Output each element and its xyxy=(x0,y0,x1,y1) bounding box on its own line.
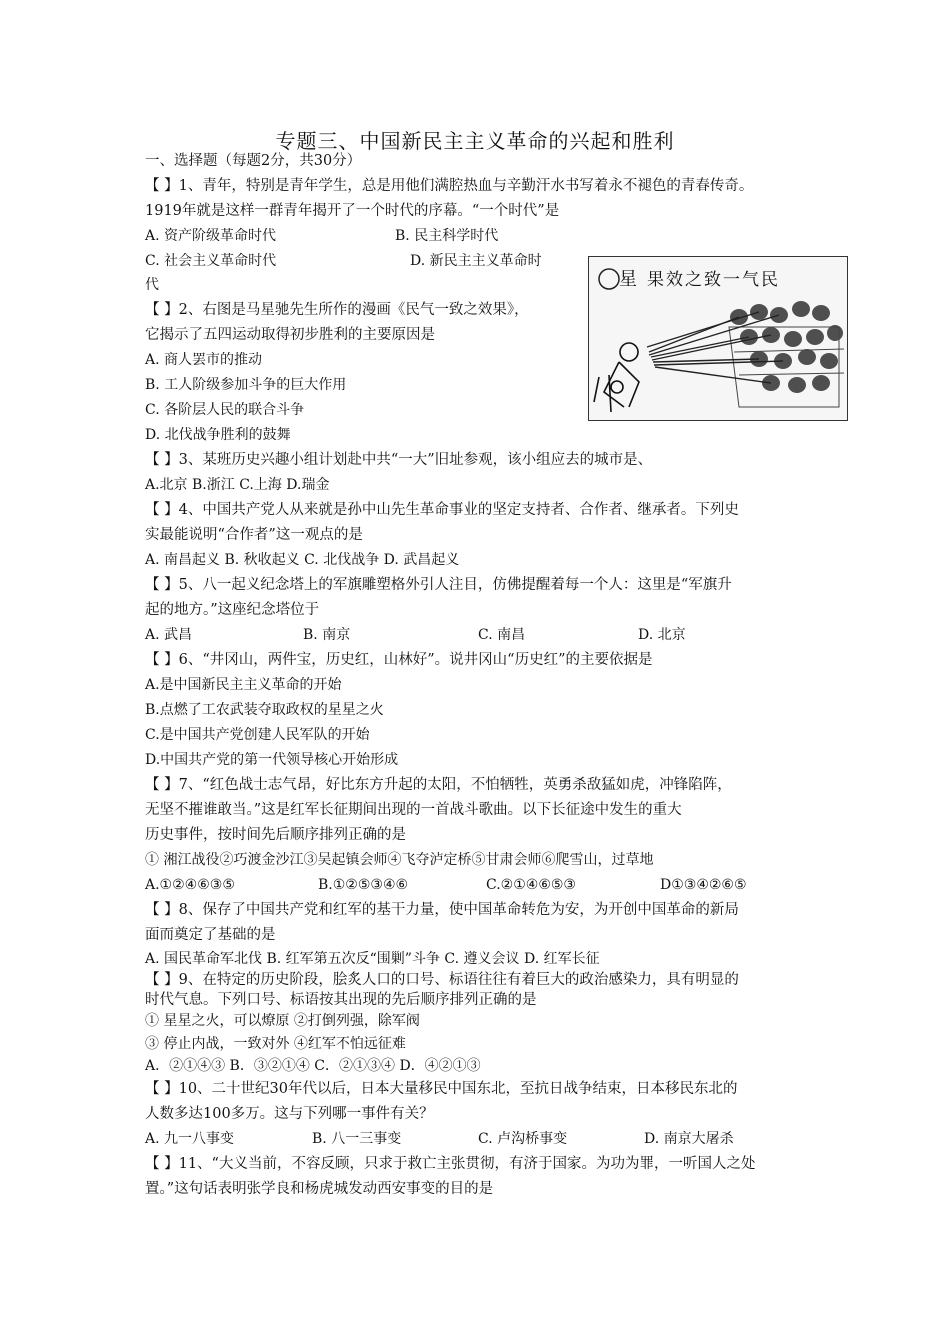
question-5-option-b: B. 南京 xyxy=(303,627,351,643)
question-10-line-1: 【 】10、二十世纪30年代以后，日本大量移民中国东北，至抗日战争结束，日本移民东北的 xyxy=(145,1081,738,1097)
question-5-option-a: A. 武昌 xyxy=(145,627,193,643)
question-4-line-2: 实最能说明“合作者”这一观点的是 xyxy=(145,527,363,543)
question-7-line-1: 【 】7、“红色战士志气昂，好比东方升起的太阳，不怕牺牲，英勇杀敌猛如虎，冲锋陷阵， xyxy=(145,777,732,793)
page-title: 专题三、中国新民主主义革命的兴起和胜利 xyxy=(275,129,675,153)
question-9-slogans-2: ③ 停止内战，一致对外 ④红军不怕远征难 xyxy=(145,1036,406,1052)
question-8-line-1: 【 】8、保存了中国共产党和红军的基干力量，使中国革命转危为安，为开创中国革命的新局 xyxy=(145,902,739,918)
question-7-option-a: A.①②④⑥③⑤ xyxy=(145,877,235,893)
question-2-line-2: 它揭示了五四运动取得初步胜利的主要原因是 xyxy=(145,327,435,343)
question-10-option-c: C. 卢沟桥事变 xyxy=(478,1131,568,1147)
question-1-line-1: 【 】1、青年，特别是青年学生，总是用他们满腔热血与辛勤汗水书写着永不褪色的青春传奇。 xyxy=(145,178,754,194)
question-11-line-1: 【 】11、“大义当前，不容反顾，只求于救亡主张贯彻，有济于国家。为功为罪，一听国人之处 xyxy=(145,1156,756,1172)
question-2-option-c: C. 各阶层人民的联合斗争 xyxy=(145,402,305,418)
question-7-line-2: 无坚不摧谁敢当。”这是红军长征期间出现的一首战斗歌曲。以下长征途中发生的重大 xyxy=(145,802,682,818)
question-7-option-c: C.②①④⑥⑤③ xyxy=(486,877,576,893)
question-1-option-d-wrap: 代 xyxy=(145,277,159,293)
question-1-option-b: B. 民主科学时代 xyxy=(395,228,499,244)
question-7-line-3: 历史事件，按时间先后顺序排列正确的是 xyxy=(145,827,406,843)
question-9-line-1: 【 】9、在特定的历史阶段，脍炙人口的口号、标语往往有着巨大的政治感染力，具有明显的 xyxy=(145,972,739,988)
question-6-option-b: B.点燃了工农武装夺取政权的星星之火 xyxy=(145,702,384,718)
question-10-option-a: A. 九一八事变 xyxy=(145,1131,235,1147)
question-6-option-d: D.中国共产党的第一代领导核心开始形成 xyxy=(145,752,399,768)
question-2-line-1: 【 】2、右图是马星驰先生所作的漫画《民气一致之效果》， xyxy=(145,302,529,318)
question-5-line-2: 起的地方。”这座纪念塔位于 xyxy=(145,602,320,618)
question-5-line-1: 【 】5、八一起义纪念塔上的军旗雕塑格外引人注目，仿佛提醒着每一个人：这里是“军旗升 xyxy=(145,577,732,593)
question-9-slogans-1: ① 星星之火，可以燎原 ②打倒列强，除军阀 xyxy=(145,1013,420,1029)
cartoon-drawing xyxy=(589,257,847,420)
question-7-sequence: ① 湘江战役②巧渡金沙江③吴起镇会师④飞夺泸定桥⑤甘肃会师⑥爬雪山，过草地 xyxy=(145,852,654,868)
question-3-line-1: 【 】3、某班历史兴趣小组计划赴中共“一大”旧址参观，该小组应去的城市是、 xyxy=(145,452,653,468)
question-9-line-2: 时代气息。下列口号、标语按其出现的先后顺序排列正确的是 xyxy=(145,992,537,1008)
question-9-options: A．②①④③ B．③②①④ C．②①③④ D．④②①③ xyxy=(145,1058,481,1074)
section-heading: 一、选择题（每题2分，共30分） xyxy=(145,153,362,169)
question-4-line-1: 【 】4、中国共产党人从来就是孙中山先生革命事业的坚定支持者、合作者、继承者。下列史 xyxy=(145,502,739,518)
question-2-option-d: D. 北伐战争胜利的鼓舞 xyxy=(145,427,291,443)
question-6-line-1: 【 】6、“井冈山，两件宝，历史红，山林好”。说井冈山“历史红”的主要依据是 xyxy=(145,652,653,668)
question-2-option-a: A. 商人罢市的推动 xyxy=(145,352,263,368)
question-1-line-2: 1919年就是这样一群青年揭开了一个时代的序幕。“一个时代”是 xyxy=(145,203,560,219)
question-5-option-d: D. 北京 xyxy=(638,627,686,643)
question-5-option-c: C. 南昌 xyxy=(478,627,526,643)
question-10-option-b: B. 八一三事变 xyxy=(312,1131,402,1147)
cartoon-caption-text: 果效之致一气民 xyxy=(647,270,780,290)
question-7-option-b: B.①②⑤③④⑥ xyxy=(318,877,409,893)
question-6-option-c: C.是中国共产党创建人民军队的开始 xyxy=(145,727,370,743)
question-2-option-b: B. 工人阶级参加斗争的巨大作用 xyxy=(145,377,347,393)
question-1-option-d: D. 新民主主义革命时 xyxy=(410,253,542,269)
cartoon-caption: 星 xyxy=(619,269,637,290)
question-1-option-c: C. 社会主义革命时代 xyxy=(145,253,277,269)
question-11-line-2: 置。”这句话表明张学良和杨虎城发动西安事变的目的是 xyxy=(145,1181,494,1197)
question-6-option-a: A.是中国新民主主义革命的开始 xyxy=(145,677,342,693)
question-7-option-d: D①③④②⑥⑤ xyxy=(660,877,747,893)
question-10-option-d: D. 南京大屠杀 xyxy=(644,1131,734,1147)
question-4-options: A. 南昌起义 B. 秋收起义 C. 北伐战争 D. 武昌起义 xyxy=(145,552,460,568)
cartoon-image xyxy=(588,256,848,421)
question-3-options: A.北京 B.浙江 C.上海 D.瑞金 xyxy=(145,477,330,493)
question-10-line-2: 人数多达100多万。这与下列哪一事件有关？ xyxy=(145,1106,434,1122)
question-1-option-a: A. 资产阶级革命时代 xyxy=(145,228,277,244)
question-8-options: A. 国民革命军北伐 B. 红军第五次反“围剿”斗争 C. 遵义会议 D. 红军长征 xyxy=(145,951,600,967)
question-8-line-2: 面而奠定了基础的是 xyxy=(145,927,276,943)
